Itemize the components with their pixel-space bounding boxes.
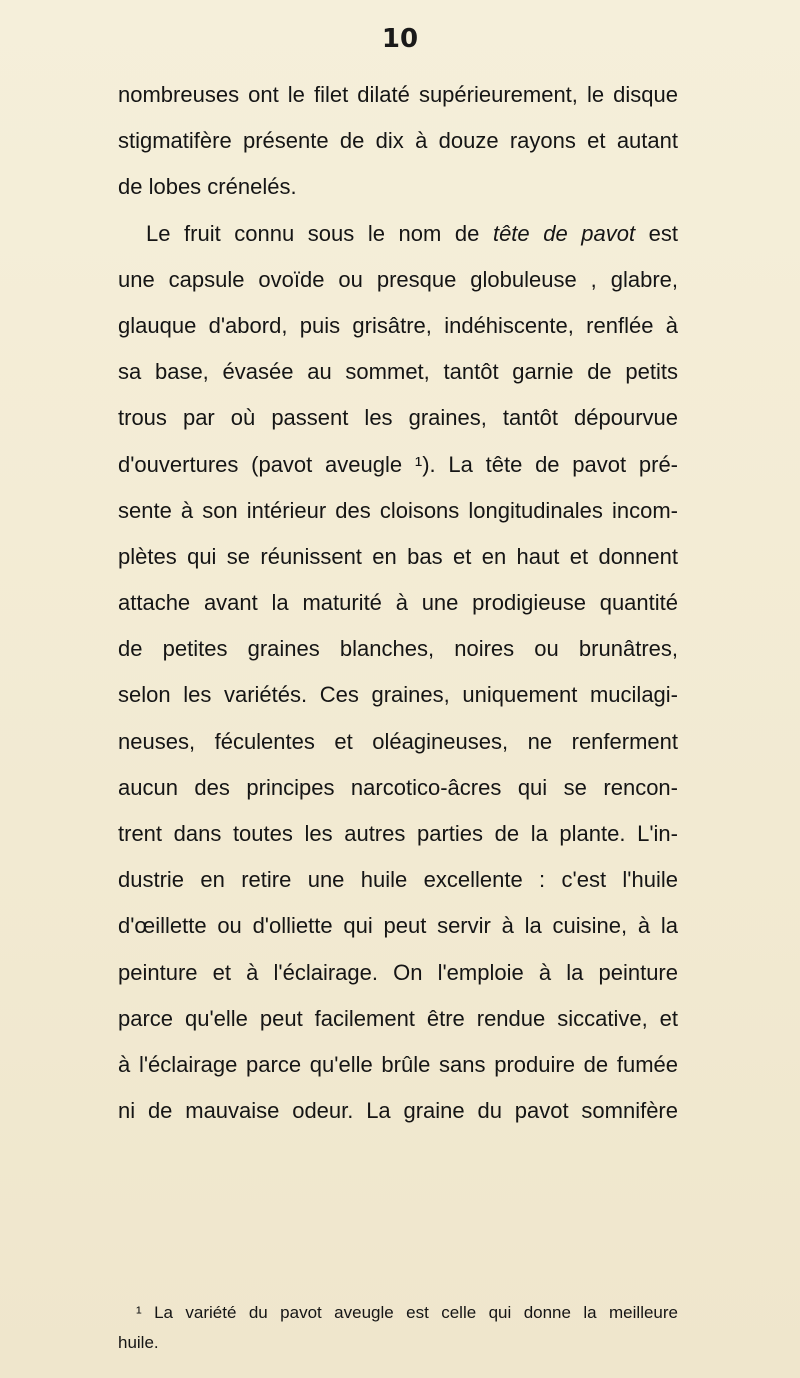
text-line: selon les variétés. Ces graines, uniquement mucilagi- [118,682,678,708]
text-line: de lobes crénelés. [118,174,297,200]
text-line: sa base, évasée au sommet, tantôt garnie de petits [118,359,678,385]
text-line: dustrie en retire une huile excellente : c'est l'huile [118,867,678,893]
text-line: aucun des principes narcotico-âcres qui se rencon- [118,774,678,800]
text-line: d'œillette ou d'olliette qui peut servir à la cuisine, à la [118,913,678,939]
text-line: trent dans toutes les autres parties de la plante. L'in- [118,821,678,846]
text-line: plètes qui se réunissent en bas et en haut et donnent [118,543,678,569]
text-line: sente à son intérieur des cloisons longitudinales incom- [118,497,678,523]
text-line: Le fruit connu sous le nom de tête de pavot est [146,220,678,246]
footnote-line: huile. [118,1333,159,1352]
text-line: attache avant la maturité à une prodigieuse quantité [118,590,678,616]
page-number: 10 [381,24,419,54]
text-line: stigmatifère présente de dix à douze rayons et autant [118,128,678,154]
text-line: à l'éclairage parce qu'elle brûle sans produire de fumée [118,1051,678,1077]
text-line: neuses, féculentes et oléagineuses, ne renferment [118,728,678,754]
text-line: peinture et à l'éclairage. On l'emploie à la peinture [118,959,678,985]
text-line: trous par où passent les graines, tantôt dépourvue [118,405,678,431]
footnote-line: ¹ La variété du pavot aveugle est celle qui donne la meilleure [136,1303,678,1322]
italic-term: tête de pavot [492,220,636,246]
text-line: ni de mauvaise odeur. La graine du pavot somnifère [118,1098,678,1124]
text-line: nombreuses ont le filet dilaté supérieurement, le disque [118,82,678,107]
text-line: de petites graines blanches, noires ou brunâtres, [118,636,678,662]
footnote [118,1298,678,1358]
text-line: une capsule ovoïde ou presque globuleuse , glabre, [118,266,678,292]
text-line: parce qu'elle peut facilement être rendue siccative, et [118,1005,678,1031]
text-line: glauque d'abord, puis grisâtre, indéhiscente, renflée à [118,312,678,338]
text-line: d'ouvertures (pavot aveugle ¹). La tête de pavot pré- [118,451,678,477]
body-text [118,72,678,1134]
